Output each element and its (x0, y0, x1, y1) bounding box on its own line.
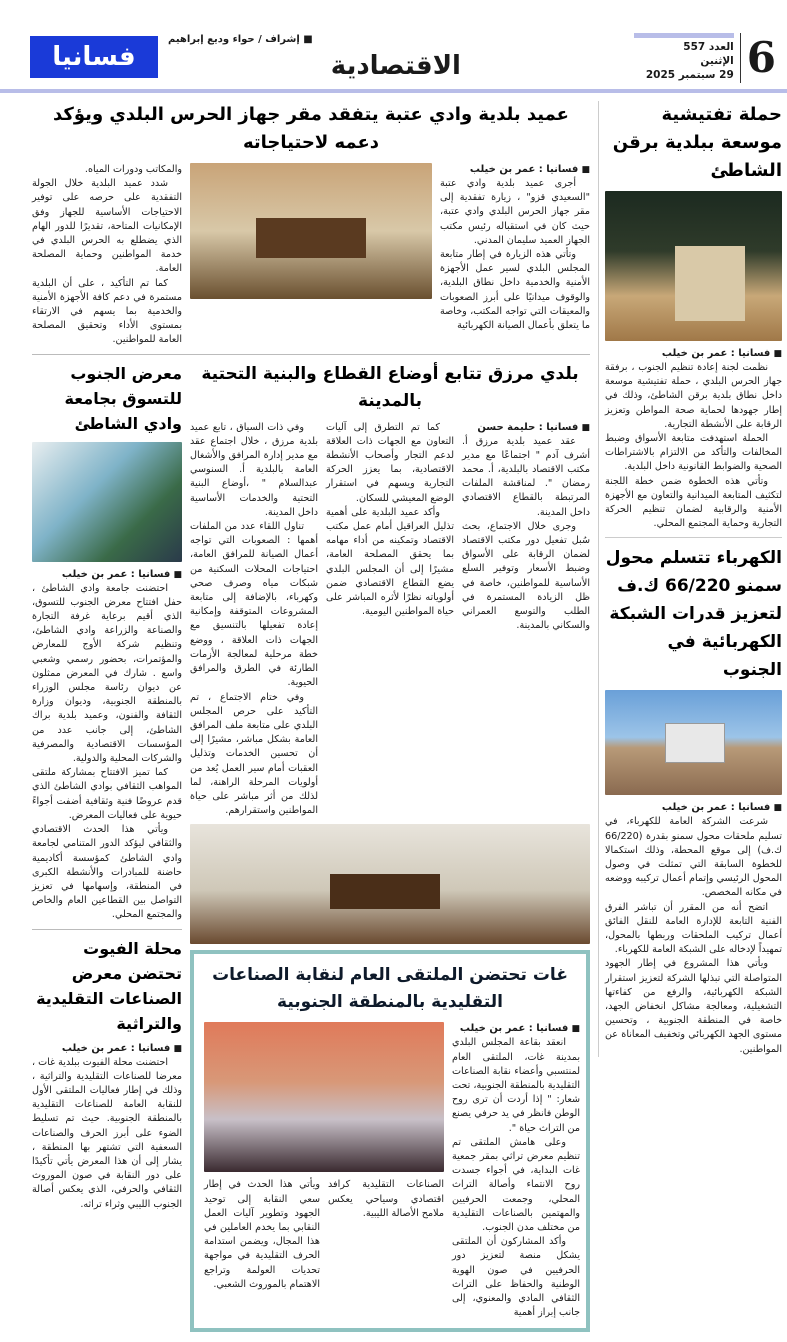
inspection-body (605, 361, 782, 531)
paragraph: الحملة استهدفت متابعة الأسواق وضبط المخالفات والتأكد من الالتزام بالاشتراطات الصحية والضوابط القانونية داخل البلدية. (605, 433, 782, 473)
ghat-box (190, 950, 590, 1332)
murzuq-body-col1 (462, 435, 590, 634)
page-header (30, 33, 782, 89)
paragraph: وتأتي هذه الخطوة ضمن خطة اللجنة لتكثيف المتابعة الميدانية والتعاون مع الأجهزة الأمنية والرقابية لضمان تنظيم الحركة التجارية وحماية المجتمع المحلي. (605, 475, 782, 530)
issue-day: الإثنين (700, 55, 734, 67)
ghat-body-col3 (204, 1178, 320, 1292)
market-stall-shape (675, 246, 745, 321)
expo-photo (32, 442, 182, 562)
paragraph: احتضنت جامعة وادي الشاطئ ، حفل افتتاح معرض الجنوب للتسوق، الذي أقيم برعاية غرفة التجارة والصناعة والزراعة وادي الشاطئ، وتنظيم شركة الأوج للمعارض والمؤتمرات، بحضور رسمي وشعبي واسع . شارك في المعرض ممثلون عن ديوان رئاسة مجلس الوزراء بالمنطقة الجنوبية، وديوان وزارة الثقافة والفنون، وعميد بلدية براك الشاطئ، إلى جانب عدد من المؤسسات الاقتصادية والمصرفية والشركات المحلية والدولية. (32, 582, 182, 765)
patrol-row (32, 163, 590, 355)
ghat-headline: غات تحتضن الملتقى العام لنقابة الصناعات التقليدية بالمنطقة الجنوبية (212, 965, 568, 1013)
patrol-col1 (440, 163, 590, 333)
transformer-headline: الكهرباء تتسلم محول سمنو 66/220 ك.ف لتعزيز قدرات الشبكة الكهربائية في الجنوب (605, 537, 782, 684)
section-title: الاقتصادية (330, 51, 461, 81)
paragraph: عقد عميد بلدية مرزق أ. أشرف آدم " اجتماعًا مع مدير مكتب الاقتصاد بالبلدية، أ. محمد رمضان ". لمناقشة الملفات المرتبطة بالقطاع الاقتصادي داخل المدينة. (462, 435, 590, 518)
ghat-byline: ■ فسانيا : عمر بن خيلب (452, 1022, 580, 1036)
ghat-left (204, 1022, 444, 1292)
transformer-shape (665, 723, 725, 763)
paragraph: شرعت الشركة العامة للكهرباء، في تسليم ملحقات محول سمنو بقدرة (66/220 ك.ف) إلى موقع المحطة، وذلك استكمالا للخطوة السابقة التي تمثلت في وصول المحول الرئيسي وإتمام أعمال تركيبه ووضعه في مكانه المخصص. (605, 816, 782, 899)
ghat-lower-row (204, 1178, 444, 1292)
paragraph: تناول اللقاء عدد من الملفات أهمها : الصعوبات التي تواجه أعمال الصيانة للمرافق العامة، احتياجات المحلات السكنية من شبكات مياه وصرف صحي وكهرباء، بالإضافة إلى متابعة المشروعات المتوقفة وإمكانية إعادة تفعيلها بالتنسيق مع الجهات ذات العلاقة ، ووضع خطة مرحلية لمعالجة الأزمات الطارئة في الطرق والمرافق الحيوية. (190, 521, 318, 689)
paragraph: وفي ذات السياق ، تابع عميد بلدية مرزق ، خلال اجتماع عقد مع مدير إدارة المرافق والأشغال العامة بالبلدية أ. السنوسي عبدالسلام " ،أوضاع البنية التحتية والخدمات الأساسية داخل المدينة. (190, 421, 318, 518)
patrol-byline: ■ فسانيا : عمر بن خيلب (440, 163, 590, 177)
paragraph: نظمت لجنة إعادة تنظيم الجنوب ، برفقة جهاز الحرس البلدي ، حملة تفتيشية موسعة داخل نطاق بلدية برقن الشاطئ، وذلك في إطار جهودها لحماية صحة المواطن وتعزيز الرقابة على الأنشطة التجارية. (605, 362, 782, 430)
patrol-photo (190, 163, 432, 299)
expo-body (32, 582, 182, 930)
header-divider (0, 89, 787, 93)
desk-shape (256, 218, 366, 258)
inspection-headline: حملة تفتيشية موسعة ببلدية برقن الشاطئ (612, 104, 782, 181)
lower-row (32, 361, 590, 1333)
patrol-headline: عميد بلدية وادي عتبة يتفقد مقر جهاز الحرس البلدي ويؤكد دعمه لاحتياجاته (53, 104, 569, 153)
right-column (598, 101, 782, 1057)
inspection-photo (605, 191, 782, 341)
paragraph: كما تميز الافتتاح بمشاركة ملتقى المواهب الثقافي بوادي الشاطئ الذي قدم عروضًا فنية وثقافية أضفت أجواءً حيوية على فعاليات المعرض. (32, 767, 182, 821)
patrol-body-col2 (32, 163, 182, 348)
fiyout-body (32, 1056, 182, 1212)
newspaper-logo (30, 36, 158, 78)
paragraph: كما تم التطرق إلى آليات التعاون مع الجهات ذات العلاقة لدعم التجار وأصحاب الأنشطة الاقتصادية، بما يعزز الحركة التجارية ويسهم في استقرار الوضع المعيشي للسكان. (326, 421, 454, 504)
issue-block (634, 33, 782, 83)
paragraph: انعقد بقاعة المجلس البلدي بمدينة غات، الملتقى العام لمنتسبي وأعضاء نقابة الصناعات التقليدية بالمنطقة الجنوبية، تحت شعار: " إذا أردت أن ترى روح الوطن فانظر في يد حرفي يصنع من التراث حياة ". (452, 1037, 580, 1134)
paragraph: وأكد عميد البلدية على أهمية تذليل العراقيل أمام عمل مكتب الاقتصاد وتمكينه من أداء مهامه بما يحقق المصلحة العامة، مشيرًا إلى أن المجلس البلدي يضع القطاع الاقتصادي ضمن أولوياته نظرًا لأثره المباشر على حياة المواطنين اليومية. (326, 506, 454, 618)
issue-date: 29 سبتمبر 2025 (645, 69, 734, 81)
fiyout-byline: ■ فسانيا : عمر بن خيلب (32, 1042, 182, 1056)
paragraph: وفي ختام الاجتماع ، تم التأكيد على حرص المجلس البلدي على متابعة ملف المرافق العامة بشكل مباشر، مشيرًا إلى أن تحسين الخدمات وتذليل العقبات أمام سير العمل يُعد من أولويات المرحلة الراهنة، لما لذلك من أثر مباشر على حياة المواطنين واستقرارهم. (190, 691, 318, 817)
inspection-byline: ■ فسانيا : عمر بن خيلب (605, 347, 782, 361)
murzuq-row (190, 421, 590, 819)
supervisor-credit: ■ إشراف / حواء وديع إبراهيم (168, 34, 313, 45)
paragraph: اتضح أنه من المقرر أن تباشر الفرق الفنية التابعة للإدارة العامة للنقل الفائق أعمال تركيب الملحقات وربطها بالمحول، تمهيداً لإدخاله على الشبكة العامة للكهرباء. (605, 901, 782, 956)
murzuq-photo (190, 824, 590, 944)
ghat-photo (204, 1022, 444, 1172)
paragraph: احتضنت محلة الفيوت ببلدية غات ، معرضا للصناعات التقليدية والتراثية ، وذلك في إطار فعاليات الملتقى الأول للنقابة العامة للصناعات التقليدية بالمنطقة الجنوبية. حيث تم تسليط الضوء على أبرز الحرف والصناعات السعفية التي تشتهر بها المنطقة ، يشار إلى أن هذا المعرض يأتي تأكيدًا على دور النقابة في صون الموروث الثقافي والحرفي، الذي يعكس أصالة الجنوب الليبي وثراء تراثه. (31, 1056, 182, 1210)
paragraph: وتأتي هذه الزيارة في إطار متابعة المجلس البلدي لسير عمل الأجهزة الأمنية والخدمية داخل نطاق البلدية، والوقوف ميدانيًا على أبرز الصعوبات والمعيقات التي تواجه المكتب، وخاصة ما يتعلق بأعمال الصيانة الكهربائية (440, 249, 590, 332)
expo-headline: معرض الجنوب للتسوق بجامعة وادي الشاطئ (64, 363, 182, 433)
expo-byline: ■ فسانيا : عمر بن خيلب (32, 568, 182, 582)
paragraph: وعلى هامش الملتقى تم تنظيم معرض تراثي بمقر جمعية غات البداية، في أجواء جسدت روح الانتماء وأصالة التراث المحلي، وجمعت الحرفيين والمهتمين بالصناعات التقليدية من مختلف مدن الجنوب. (452, 1136, 580, 1233)
murzuq-byline: ■ فسانيا : حليمة حسن (462, 421, 590, 435)
paragraph: ويأتي هذا الحدث في إطار سعي النقابة إلى توحيد الجهود وتطوير آليات العمل النقابي بما يخدم العاملين في هذا المجال، ويضمن استدامة الحرف التقليدية في مواجهة تحديات العولمة وتراجع الاهتمام بالموروث الشعبي. (204, 1179, 320, 1290)
left-column (32, 361, 182, 1212)
left-area (32, 101, 590, 1332)
desk-shape (330, 874, 440, 909)
ghat-body-col1 (452, 1036, 580, 1320)
ghat-body-col2 (328, 1178, 444, 1221)
issue-info (634, 33, 734, 82)
fiyout-headline: محلة الفيوت تحتضن معرض الصناعات التقليدية والتراثية (36, 938, 182, 1033)
murzuq-headline: بلدي مرزق تتابع أوضاع القطاع والبنية التحتية بالمدينة (201, 363, 579, 411)
paragraph: أجرى عميد بلدية وادي عتبة "السعيدي قزو" ، زيارة تفقدية إلى مقر جهاز الحرس البلدي وادي عتبة، حيث كان في استقباله رئيس مكتب الجهاز العميد سليمان المدني. (440, 178, 590, 246)
paragraph: شدد عميد البلدية خلال الجولة التفقدية على حرصه على توفير الاحتياجات الأساسية للجهاز وفق الإمكانيات المتاحة، تقديرًا للدور الهام الذي يضطلع به الحرس البلدي في خدمة المواطنين وحماية المصلحة العامة. (32, 178, 182, 275)
logo-text: فسانيا (52, 42, 136, 72)
murzuq-body-col2 (326, 421, 454, 620)
page-number: 6 (740, 33, 776, 83)
paragraph: الصناعات التقليدية كرافد اقتصادي وسياحي يعكس ملامح الأصالة الليبية. (328, 1179, 444, 1219)
transformer-body (605, 815, 782, 1056)
paragraph: وجرى خلال الاجتماع، بحث سُبل تفعيل دور مكتب الاقتصاد لضمان الرقابة على الأسواق وضبط الأسعار وتوفير السلع الأساسية للمواطنين، خاصة في ظل الزيادة المستمرة في الطلب والتوسع العمراني والسكاني بالمدينة. (462, 520, 590, 632)
murzuq-col1 (462, 421, 590, 634)
paragraph: ويأتي هذا الحدث الاقتصادي والثقافي ليؤكد الدور المتنامي لجامعة وادي الشاطئ كمؤسسة أكاديمية حاضنة للمبادرات والأنشطة الكبرى في المنطقة، وإسهامها في تعزيز التواصل بين القطاعين العام والخاص والمجتمع المحلي. (32, 824, 182, 921)
patrol-body-col1 (440, 177, 590, 333)
supervisor-name: إشراف / حواء وديع إبراهيم (168, 34, 300, 45)
paragraph: وأكد المشاركون أن الملتقى يشكل منصة لتعزيز دور الحرفيين في صون الهوية الوطنية والحفاظ على التراث الثقافي المادي والمعنوي، إلى جانب إبراز أهمية (452, 1236, 580, 1319)
ghat-col1 (452, 1022, 580, 1320)
transformer-photo (605, 690, 782, 795)
header-center (168, 33, 624, 85)
murzuq-body-col3 (190, 421, 318, 819)
ghat-row (200, 1022, 580, 1320)
paragraph: والمكاتب ودورات المياه. (84, 164, 182, 175)
paragraph: ويأتي هذا المشروع في إطار الجهود المتواصلة التي تبذلها الشركة لتعزيز استقرار الشبكة الكهربائية، والرفع من كفاءتها التشغيلية، ومعالجة مشاكل انخفاض الجهد، خاصة في المنطقة الجنوبية ، وتحسين مستوى الجهد الكهربائي وتخفيف المعاناة عن المواطنين. (605, 958, 782, 1055)
paragraph: كما تم التأكيد ، على أن البلدية مستمرة في دعم كافة الأجهزة الأمنية والخدمية بما يسهم في الارتقاء بمستوى الأداء وتحقيق المصلحة العامة للمواطنين. (32, 277, 182, 346)
issue-number: العدد 557 (683, 41, 734, 53)
page-body (30, 101, 782, 1332)
transformer-byline: ■ فسانيا : عمر بن خيلب (605, 801, 782, 815)
center-block (190, 361, 590, 1333)
